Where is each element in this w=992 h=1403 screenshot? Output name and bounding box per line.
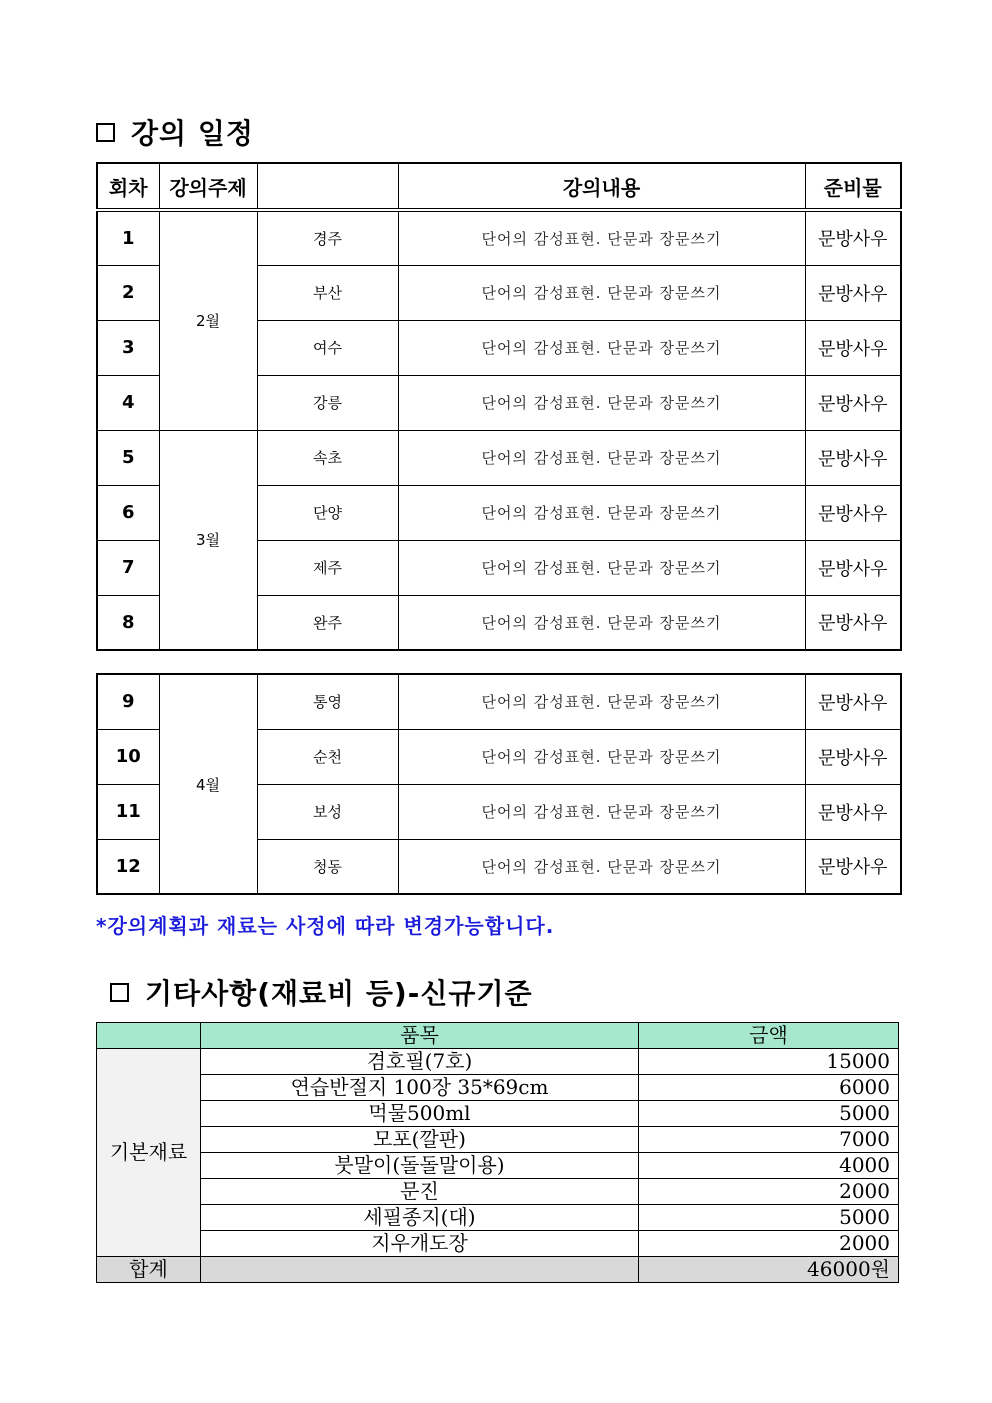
row-prep: 문방사우 <box>805 595 901 650</box>
row-num: 11 <box>97 784 159 839</box>
total-row <box>97 1257 899 1283</box>
table-row <box>97 1205 899 1231</box>
item-name: 붓말이(돌돌말이용) <box>201 1153 639 1179</box>
item-name: 지우개도장 <box>201 1231 639 1257</box>
row-content: 단어의 감성표현. 단문과 장문쓰기 <box>398 595 805 650</box>
section-heading-costs <box>110 972 533 1012</box>
row-place: 속초 <box>257 430 398 485</box>
row-prep: 문방사우 <box>805 485 901 540</box>
total-blank <box>201 1257 639 1283</box>
item-amount: 15000 <box>639 1049 899 1075</box>
item-name: 모포(깔판) <box>201 1127 639 1153</box>
row-prep: 문방사우 <box>805 540 901 595</box>
row-prep: 문방사우 <box>805 674 901 729</box>
row-prep: 문방사우 <box>805 265 901 320</box>
row-content: 단어의 감성표현. 단문과 장문쓰기 <box>398 485 805 540</box>
table-row <box>97 1127 899 1153</box>
header-content: 강의내용 <box>398 163 805 210</box>
row-content: 단어의 감성표현. 단문과 장문쓰기 <box>398 784 805 839</box>
section-title: 강의 일정 <box>131 117 254 150</box>
header-blank <box>97 1023 201 1049</box>
row-num: 6 <box>97 485 159 540</box>
table-row <box>97 1231 899 1257</box>
row-content: 단어의 감성표현. 단문과 장문쓰기 <box>398 674 805 729</box>
section-heading-schedule <box>96 112 254 152</box>
row-content: 단어의 감성표현. 단문과 장문쓰기 <box>398 430 805 485</box>
row-place: 제주 <box>257 540 398 595</box>
row-place: 경주 <box>257 210 398 265</box>
header-amount: 금액 <box>639 1023 899 1049</box>
checkbox-square-icon <box>96 123 115 142</box>
row-prep: 문방사우 <box>805 729 901 784</box>
table-row <box>97 1049 899 1075</box>
item-amount: 2000 <box>639 1179 899 1205</box>
item-name: 연습반절지 100장 35*69cm <box>201 1075 639 1101</box>
item-name: 세필종지(대) <box>201 1205 639 1231</box>
month-cell: 4월 <box>159 674 257 894</box>
row-content: 단어의 감성표현. 단문과 장문쓰기 <box>398 540 805 595</box>
total-amount: 46000원 <box>639 1257 899 1283</box>
category-cell: 기본재료 <box>97 1049 201 1257</box>
row-place: 부산 <box>257 265 398 320</box>
table-row <box>97 430 901 485</box>
table-row <box>97 1179 899 1205</box>
row-place: 보성 <box>257 784 398 839</box>
item-name: 먹물500ml <box>201 1101 639 1127</box>
row-num: 10 <box>97 729 159 784</box>
row-num: 9 <box>97 674 159 729</box>
row-num: 4 <box>97 375 159 430</box>
row-content: 단어의 감성표현. 단문과 장문쓰기 <box>398 729 805 784</box>
row-prep: 문방사우 <box>805 375 901 430</box>
row-prep: 문방사우 <box>805 784 901 839</box>
item-amount: 7000 <box>639 1127 899 1153</box>
item-amount: 5000 <box>639 1101 899 1127</box>
row-num: 8 <box>97 595 159 650</box>
month-cell: 2월 <box>159 210 257 430</box>
table-row <box>97 210 901 265</box>
total-label: 합계 <box>97 1257 201 1283</box>
item-amount: 5000 <box>639 1205 899 1231</box>
row-prep: 문방사우 <box>805 430 901 485</box>
row-num: 1 <box>97 210 159 265</box>
row-num: 12 <box>97 839 159 894</box>
row-prep: 문방사우 <box>805 839 901 894</box>
table-row <box>97 1101 899 1127</box>
header-blank <box>257 163 398 210</box>
row-place: 단양 <box>257 485 398 540</box>
section-title: 기타사항(재료비 등)-신규기준 <box>145 977 533 1010</box>
schedule-table-continued <box>96 673 902 895</box>
row-num: 3 <box>97 320 159 375</box>
row-place: 완주 <box>257 595 398 650</box>
row-content: 단어의 감성표현. 단문과 장문쓰기 <box>398 375 805 430</box>
row-num: 2 <box>97 265 159 320</box>
row-place: 청동 <box>257 839 398 894</box>
month-cell: 3월 <box>159 430 257 650</box>
table-row <box>97 1075 899 1101</box>
header-num: 회차 <box>97 163 159 210</box>
row-content: 단어의 감성표현. 단문과 장문쓰기 <box>398 210 805 265</box>
row-content: 단어의 감성표현. 단문과 장문쓰기 <box>398 265 805 320</box>
row-place: 통영 <box>257 674 398 729</box>
row-place: 여수 <box>257 320 398 375</box>
item-name: 문진 <box>201 1179 639 1205</box>
checkbox-square-icon <box>110 983 129 1002</box>
schedule-table <box>96 162 902 651</box>
row-num: 5 <box>97 430 159 485</box>
table-row <box>97 674 901 729</box>
item-amount: 6000 <box>639 1075 899 1101</box>
item-name: 겸호필(7호) <box>201 1049 639 1075</box>
row-place: 순천 <box>257 729 398 784</box>
row-prep: 문방사우 <box>805 320 901 375</box>
header-item: 품목 <box>201 1023 639 1049</box>
header-topic: 강의주제 <box>159 163 257 210</box>
row-num: 7 <box>97 540 159 595</box>
materials-cost-table <box>96 1022 899 1283</box>
row-place: 강릉 <box>257 375 398 430</box>
item-amount: 4000 <box>639 1153 899 1179</box>
row-content: 단어의 감성표현. 단문과 장문쓰기 <box>398 320 805 375</box>
table-row <box>97 1153 899 1179</box>
row-prep: 문방사우 <box>805 210 901 265</box>
row-content: 단어의 감성표현. 단문과 장문쓰기 <box>398 839 805 894</box>
change-notice: *강의계획과 재료는 사정에 따라 변경가능합니다. <box>96 914 555 938</box>
header-prep: 준비물 <box>805 163 901 210</box>
item-amount: 2000 <box>639 1231 899 1257</box>
